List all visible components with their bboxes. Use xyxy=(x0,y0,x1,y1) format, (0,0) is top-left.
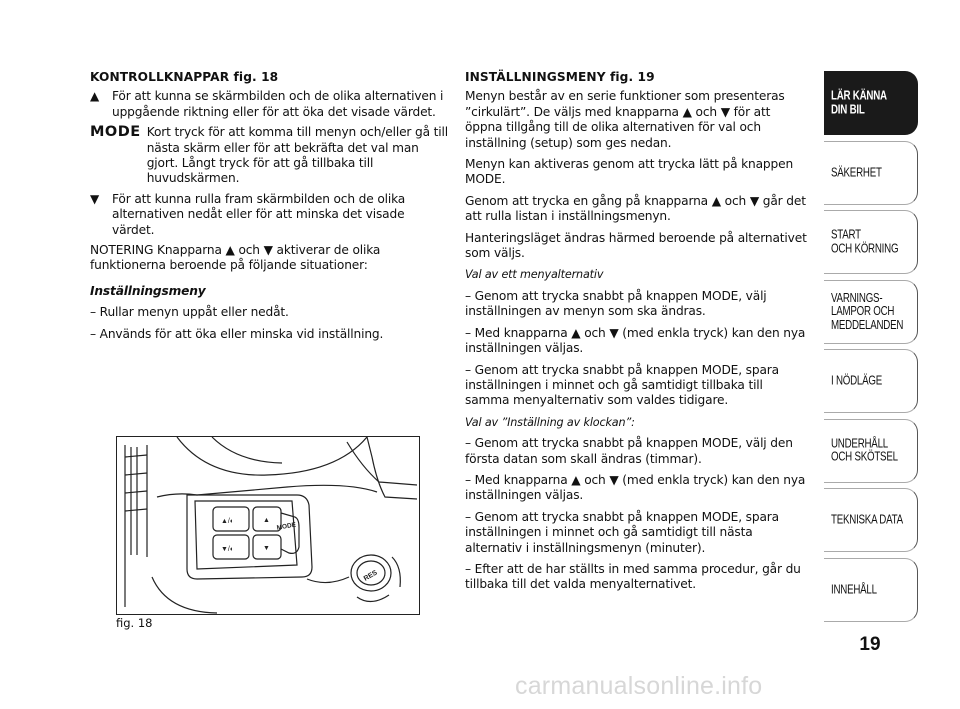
tab-label: I NÖDLÄGE xyxy=(831,373,882,388)
step-item: – Efter att de har ställts in med samma procedur, går du tillbaka till det valda menyalternativet. xyxy=(465,561,801,592)
tab-label: SÄKERHET xyxy=(831,164,882,179)
control-down-text: För att kunna rulla fram skärmbilden och de olika alternativen nedåt eller för att minska det visade värdet. xyxy=(112,191,406,237)
step-item: – Genom att trycka snabbt på knappen MODE, välj den första datan som skall ändras (timmar). xyxy=(465,436,793,466)
step-item: – Genom att trycka snabbt på knappen MODE, välj inställningen av menyn som ska ändras. xyxy=(465,288,767,319)
bullet-item: – Rullar menyn uppåt eller nedåt. xyxy=(90,305,289,320)
settings-subheading: Inställningsmeny xyxy=(90,283,206,298)
step-item: – Genom att trycka snabbt på knappen MODE, spara inställningen i minnet och gå samtidigt tillbaka till samma menyalternativ som valdes tidigare. xyxy=(465,362,779,408)
tab-underhall-och-skotsel[interactable] xyxy=(824,419,918,483)
control-mode xyxy=(90,125,450,187)
menu-choice-subheading: Val av ett menyalternativ xyxy=(465,268,604,282)
svg-text:▲/◐: ▲/◐ xyxy=(221,518,235,525)
tab-varningslampor[interactable] xyxy=(824,280,918,344)
paragraph: Genom att trycka en gång på knapparna ▲ och ▼ går det att rulla listan i inställningsmenyn. xyxy=(465,193,806,224)
controls-heading: KONTROLLKNAPPAR fig. 18 xyxy=(90,70,279,84)
step-item: – Med knapparna ▲ och ▼ (med enkla tryck) kan den nya inställningen väljas. xyxy=(465,472,806,503)
tab-label: VARNINGS- LAMPOR OCH MEDDELANDEN xyxy=(831,290,904,332)
paragraph: Menyn består av en serie funktioner som presenteras ”cirkulärt”. De väljs med knapparna ▲ och ▼ för att öppna tillgång till de olika alternativen för val och inställning (setup) som ges nedan. xyxy=(465,89,785,150)
clock-setting-subheading: Val av ”Inställning av klockan”: xyxy=(465,415,635,429)
note-text: NOTERING Knapparna ▲ och ▼ aktiverar de olika funktionerna beroende på följande situationer: xyxy=(90,243,381,273)
up-arrow-icon: ▲ xyxy=(90,89,100,104)
control-mode-text: Kort tryck för att komma till menyn och/eller gå till nästa skärm eller för att bekräfta det val man gjort. Långt tryck för att gå tillbaka till huvudskärmen. xyxy=(146,125,448,186)
page-number: 19 xyxy=(859,634,881,655)
figure-caption: fig. 18 xyxy=(116,616,153,630)
tab-label: INNEHÅLL xyxy=(831,581,877,596)
chapter-nav xyxy=(824,71,918,627)
step-item: – Genom att trycka snabbt på knappen MODE, spara inställningen i minnet och gå samtidigt till nästa alternativ i inställningsmenyn (minuter). xyxy=(465,509,779,555)
mode-button-label: MODE xyxy=(276,521,297,532)
paragraph: Menyn kan aktiveras genom att trycka lätt på knappen MODE. xyxy=(465,157,794,187)
tab-lar-kanna-din-bil[interactable] xyxy=(824,71,918,135)
steering-control-illustration xyxy=(117,437,419,614)
tab-sakerhet[interactable] xyxy=(824,141,918,205)
svg-text:▲: ▲ xyxy=(263,517,270,524)
step-item: – Med knapparna ▲ och ▼ (med enkla tryck) kan den nya inställningen väljas. xyxy=(465,325,806,356)
settings-menu-heading: INSTÄLLNINGSMENY fig. 19 xyxy=(465,70,655,84)
control-up xyxy=(90,89,450,120)
left-column xyxy=(90,70,450,348)
bullet-item: – Används för att öka eller minska vid inställning. xyxy=(90,326,384,341)
right-column xyxy=(465,70,810,599)
down-arrow-icon: ▼ xyxy=(90,191,100,206)
figure-18 xyxy=(116,436,420,615)
tab-label: START OCH KÖRNING xyxy=(831,227,899,255)
control-down xyxy=(90,192,450,238)
res-knob-label: RES xyxy=(362,569,379,583)
tab-label: TEKNISKA DATA xyxy=(831,512,903,527)
tab-i-nodlage[interactable] xyxy=(824,349,918,413)
paragraph: Hanteringsläget ändras härmed beroende på alternativet som väljs. xyxy=(465,230,807,261)
tab-innehall[interactable] xyxy=(824,558,918,622)
svg-text:▼/◐: ▼/◐ xyxy=(221,546,235,553)
watermark: carmanualsonline.info xyxy=(515,672,763,700)
svg-text:▼: ▼ xyxy=(263,545,270,552)
control-up-text: För att kunna se skärmbilden och de olika alternativen i uppgående riktning eller för att öka det visade värdet. xyxy=(112,89,444,119)
tab-tekniska-data[interactable] xyxy=(824,488,918,552)
mode-symbol: MODE xyxy=(90,124,141,141)
tab-label: UNDERHÅLL OCH SKÖTSEL xyxy=(831,436,898,464)
tab-start-och-korning[interactable] xyxy=(824,210,918,274)
tab-label: LÄR KÄNNA DIN BIL xyxy=(831,88,887,116)
